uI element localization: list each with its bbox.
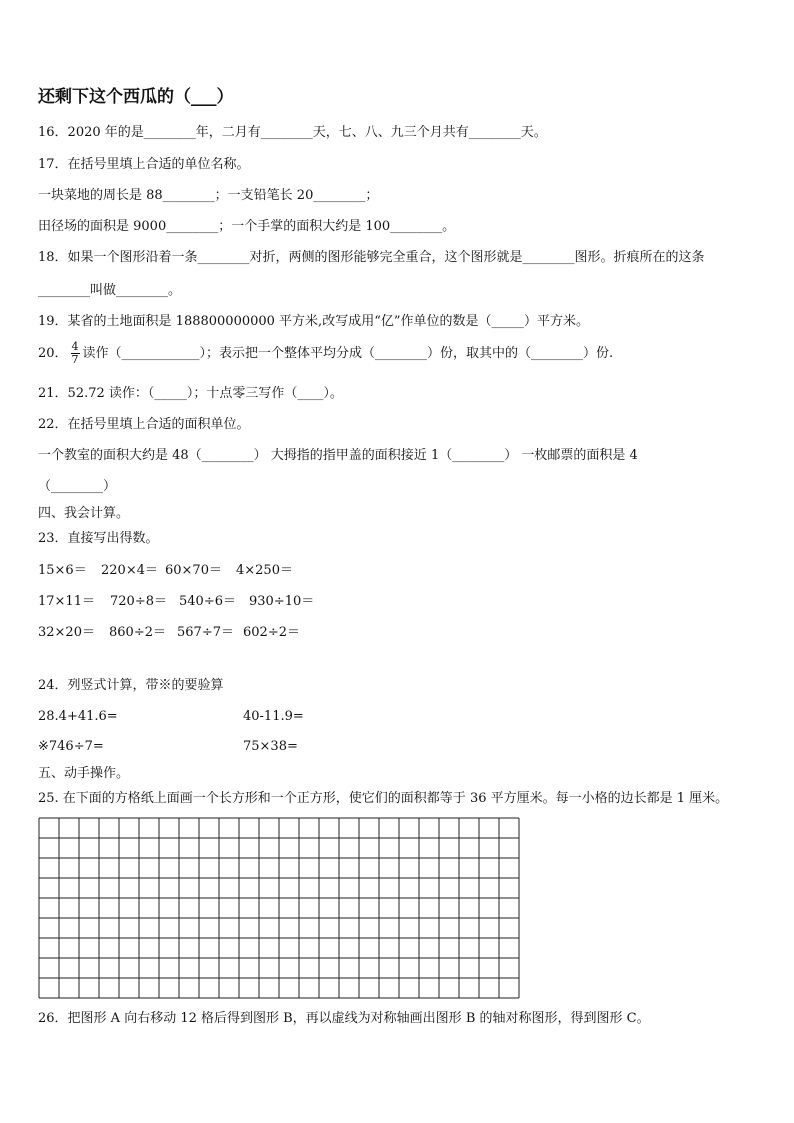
calc-item: 602÷2＝: [243, 625, 300, 640]
calc-item: 567÷7＝: [177, 625, 234, 640]
question-22-title: 22．在括号里填上合适的面积单位。: [38, 417, 250, 432]
calc-item: 540÷6＝: [179, 594, 236, 609]
fraction-four-sevenths: [71, 341, 80, 366]
grid-paper[interactable]: [38, 817, 521, 1000]
question-16: 16．2020 年的是________年，二月有________天，七、八、九三个月共有________天。: [38, 125, 547, 140]
question-22-line1: 一个教室的面积大约是 48（________） 大拇指的指甲盖的面积接近 1（________） 一枚邮票的面积是 4: [38, 448, 638, 463]
calc-item: 60×70＝: [165, 563, 222, 578]
question-20: [38, 340, 613, 368]
calc-item: 4×250＝: [236, 563, 293, 578]
question-17-title: 17．在括号里填上合适的单位名称。: [38, 157, 250, 172]
question-17-line2: 田径场的面积是 9000________；一个手掌的面积大约是 100________。: [38, 219, 456, 234]
question-20-label: 20．: [38, 346, 68, 361]
question-17-line1: 一块菜地的周长是 88________；一支铅笔长 20________；: [38, 188, 379, 203]
question-18-line2: ________叫做________。: [38, 283, 182, 298]
vertical-calc-item: 40-11.9=: [243, 709, 304, 724]
vertical-calc-item: ※746÷7=: [38, 739, 104, 754]
calc-item: 32×20＝: [38, 625, 95, 640]
fraction-numerator: 4: [71, 340, 79, 353]
vertical-calc-item: 28.4+41.6=: [38, 709, 118, 724]
calc-item: 860÷2＝: [109, 625, 166, 640]
section-5-title: 五、动手操作。: [38, 766, 130, 781]
calc-item: 15×6＝: [38, 563, 87, 578]
calc-item: 220×4＝: [101, 563, 158, 578]
previous-question-tail: 还剩下这个西瓜的（___）: [38, 87, 234, 107]
question-18-line1: 18．如果一个图形沿着一条________对折，两侧的图形能够完全重合，这个图形就是________图形。折痕所在的这条: [38, 250, 705, 265]
question-26: 26．把图形 A 向右移动 12 格后得到图形 B，再以虚线为对称轴画出图形 B 的轴对称图形，得到图形 C。: [38, 1011, 650, 1026]
calc-item: 720÷8＝: [110, 594, 167, 609]
question-21: 21．52.72 读作：（_____）；十点零三写作（____）。: [38, 386, 343, 401]
question-25: 25. 在下面的方格纸上面画一个长方形和一个正方形，使它们的面积都等于 36 平方厘米。每一小格的边长都是 1 厘米。: [38, 791, 729, 806]
question-19: 19．某省的土地面积是 188800000000 平方米,改写成用“亿”作单位的数是（_____）平方米。: [38, 314, 589, 329]
question-22-line2: （________）: [38, 479, 117, 494]
question-20-text: 读作（____________）；表示把一个整体平均分成（________）份，取其中的（________）份.: [82, 346, 614, 361]
calc-item: 17×11＝: [38, 594, 95, 609]
section-4-title: 四、我会计算。: [38, 506, 130, 521]
fraction-denominator: 7: [71, 353, 79, 366]
calc-item: 930÷10＝: [249, 594, 315, 609]
vertical-calc-item: 75×38=: [243, 739, 298, 754]
question-24-title: 24．列竖式计算，带※的要验算: [38, 678, 224, 693]
question-23-title: 23．直接写出得数。: [38, 531, 159, 546]
